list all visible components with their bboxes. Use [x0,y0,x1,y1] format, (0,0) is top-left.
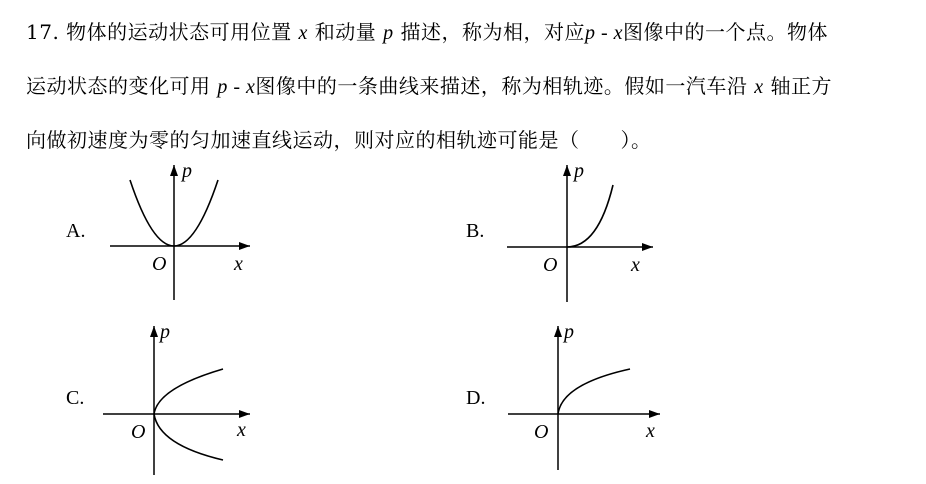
variable-p: p [383,22,394,44]
origin-label: O [131,421,146,443]
option-a-graph[interactable] [100,155,260,305]
question-text-segment: 图像中的一条曲线来描述，称为相轨迹。假如一汽车沿 [255,74,748,98]
x-axis-label: x [237,419,246,441]
question-line-1 [26,6,916,60]
option-c-label[interactable]: C. [66,387,85,409]
option-a-label[interactable]: A. [66,220,86,242]
variable-p-x: p - x [217,76,256,98]
curve-upper-branch [154,369,223,414]
variable-x: x [754,76,764,98]
question-text-segment: 运动状态的变化可用 [26,74,211,98]
curve-half-parabola [567,185,613,247]
question-line-2 [26,60,916,114]
x-axis-arrow-icon [642,243,653,251]
y-axis-label: p [182,160,192,182]
x-axis-label: x [631,254,640,276]
y-axis-arrow-icon [150,326,158,337]
y-axis-label: p [574,160,584,182]
y-axis-label: p [564,321,574,343]
x-axis-arrow-icon [649,410,660,418]
question-text-segment: 和动量 [314,20,377,44]
question-text-segment: 描述，称为相，对应 [400,20,585,44]
question-line-3: 向做初速度为零的匀加速直线运动，则对应的相轨迹可能是（ ）。 [26,128,652,152]
variable-p-x: p - x [585,22,624,44]
y-axis-arrow-icon [554,326,562,337]
y-axis-arrow-icon [170,165,178,176]
x-axis-arrow-icon [239,242,250,250]
origin-label: O [543,254,558,276]
y-axis-label: p [160,321,170,343]
option-d-graph[interactable] [500,320,670,470]
curve-lower-branch [154,414,223,460]
variable-x: x [298,22,308,44]
y-axis-arrow-icon [563,165,571,176]
question-number: 17. [26,20,60,44]
x-axis-arrow-icon [239,410,250,418]
question-text-segment: 轴正方 [770,74,833,98]
option-b-label[interactable]: B. [466,220,485,242]
option-d-label[interactable]: D. [466,387,486,409]
option-c-graph[interactable] [95,320,265,480]
x-axis-label: x [234,253,243,275]
question-text-segment: 物体的运动状态可用位置 [66,20,292,44]
origin-label: O [152,253,167,275]
question-text-segment: 图像中的一个点。物体 [623,20,829,44]
question-text [26,6,916,167]
option-b-graph[interactable] [495,155,665,305]
origin-label: O [534,421,549,443]
curve-sqrt-branch [558,369,630,414]
x-axis-label: x [646,420,655,442]
